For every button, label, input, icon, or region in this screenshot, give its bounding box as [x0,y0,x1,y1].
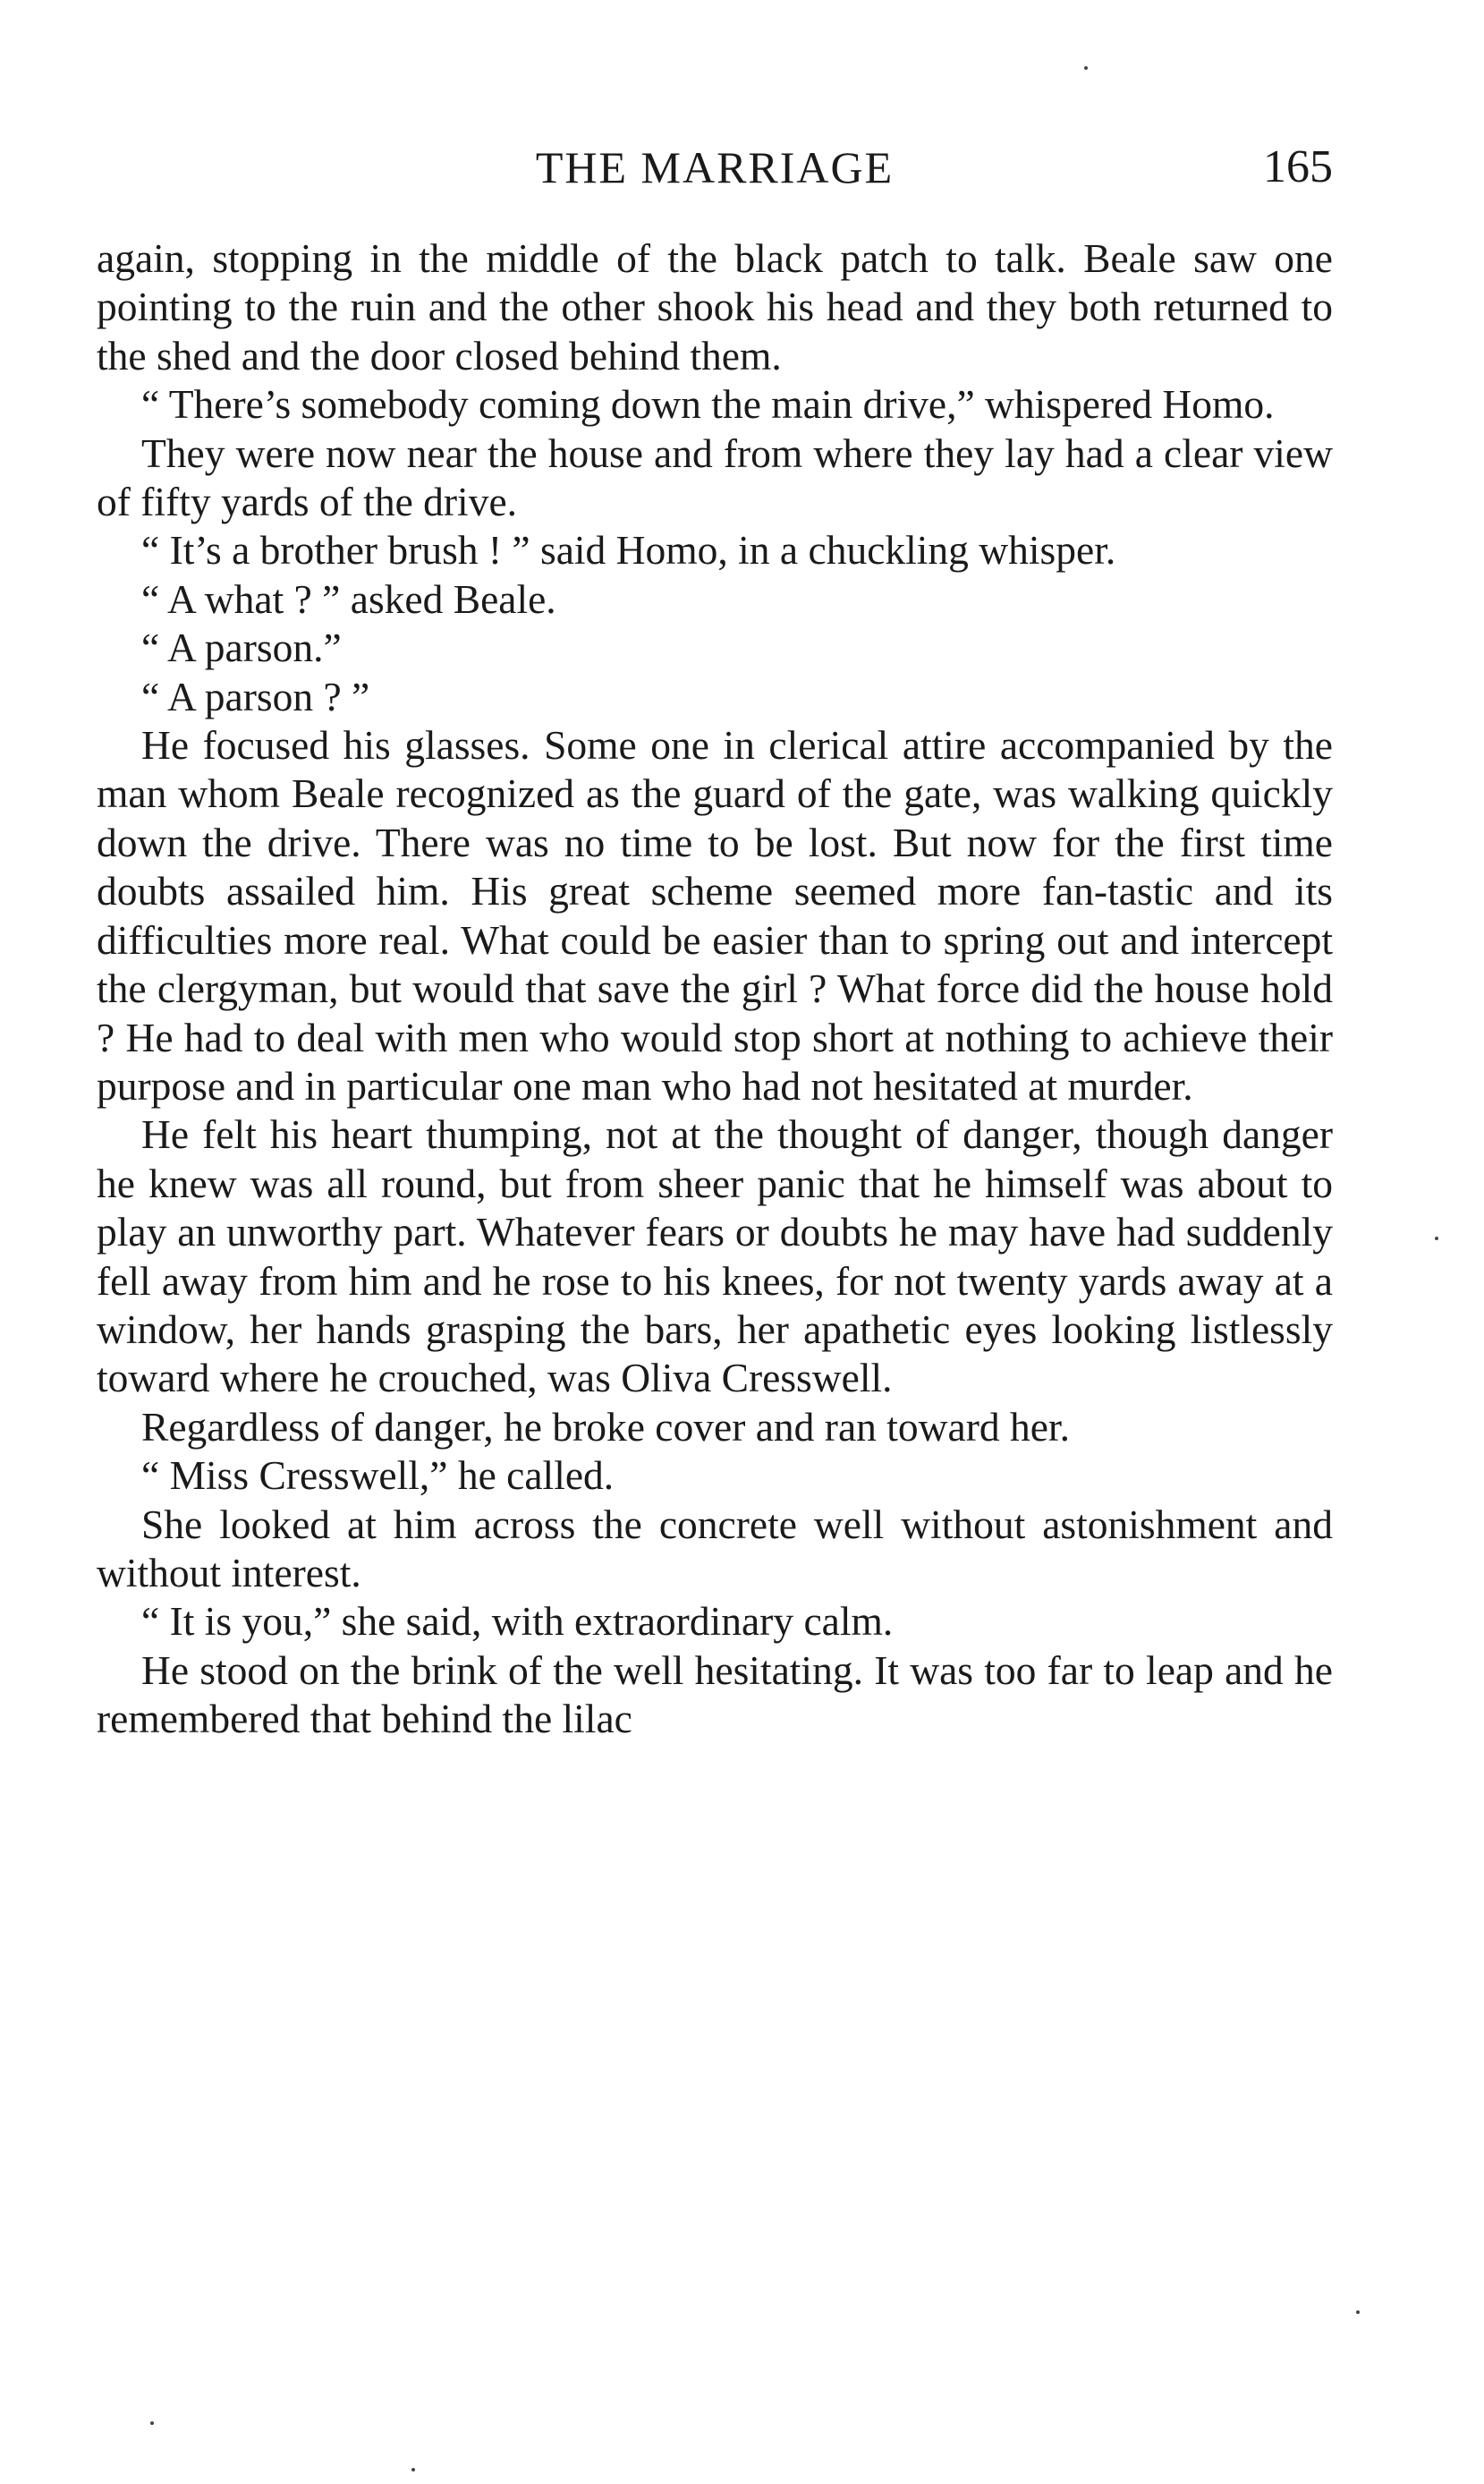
running-title: THE MARRIAGE [535,142,895,192]
paragraph: She looked at him across the concrete well without astonishment and without interest. [97,1501,1333,1595]
paragraph: “ There’s somebody coming down the main drive,” whispered Homo. [141,381,1275,428]
paragraph: He felt his heart thumping, not at the thought of danger, though danger he knew was all round, but from sheer panic that he himself was about to play an unworthy part. Whatever fears or doubts he may have had suddenly fell away from him and he rose to his knees, for not twenty yards away at a window, her hands grasping the bars, her apathetic eyes looking listlessly toward where he crouched, was Oliva Cresswell. [97,1111,1333,1401]
paragraph: “ It is you,” she said, with extraordinary calm. [141,1598,894,1645]
paragraph: He focused his glasses. Some one in clerical attire accompanied by the man whom Beale recognized as the guard of the gate, was walking quickly down the drive. There was no time to be lost. But now for the first time doubts assailed him. His great scheme seemed more fan-tastic and its difficulties more real. What could be easier than to spring out and intercept the clergyman, but would that save the girl ? What force did the house hold ? He had to deal with men who would stop short at nothing to achieve their purpose and in particular one man who had not hesitated at murder. [97,722,1333,1109]
paper-speck [1435,1237,1438,1240]
paragraph-continued: again, stopping in the middle of the black patch to talk. Beale saw one pointing to the ruin and the other shook his head and they both returned to the shed and the door closed behind them. [97,235,1333,379]
paragraph: “ A what ? ” asked Beale. [141,575,556,622]
body-text [97,234,1333,1744]
paragraph: “ Miss Cresswell,” he called. [141,1452,615,1499]
paragraph: He stood on the brink of the well hesitating. It was too far to leap and he remembered that behind the lilac [97,1646,1333,1742]
page-number: 165 [1263,141,1333,192]
paragraph: Regardless of danger, he broke cover and ran toward her. [141,1403,1070,1450]
paper-speck [1084,66,1088,70]
paper-speck [1356,2310,1360,2314]
paragraph: “ A parson ? ” [141,673,370,719]
paper-speck [150,2421,154,2425]
paragraph: They were now near the house and from where they lay had a clear view of fifty yards of the drive. [97,430,1333,525]
paragraph: “ A parson.” [141,625,342,671]
running-head [97,136,1333,199]
paper-speck [411,2468,415,2471]
paragraph: “ It’s a brother brush ! ” said Homo, in a chuckling whisper. [141,527,1116,574]
